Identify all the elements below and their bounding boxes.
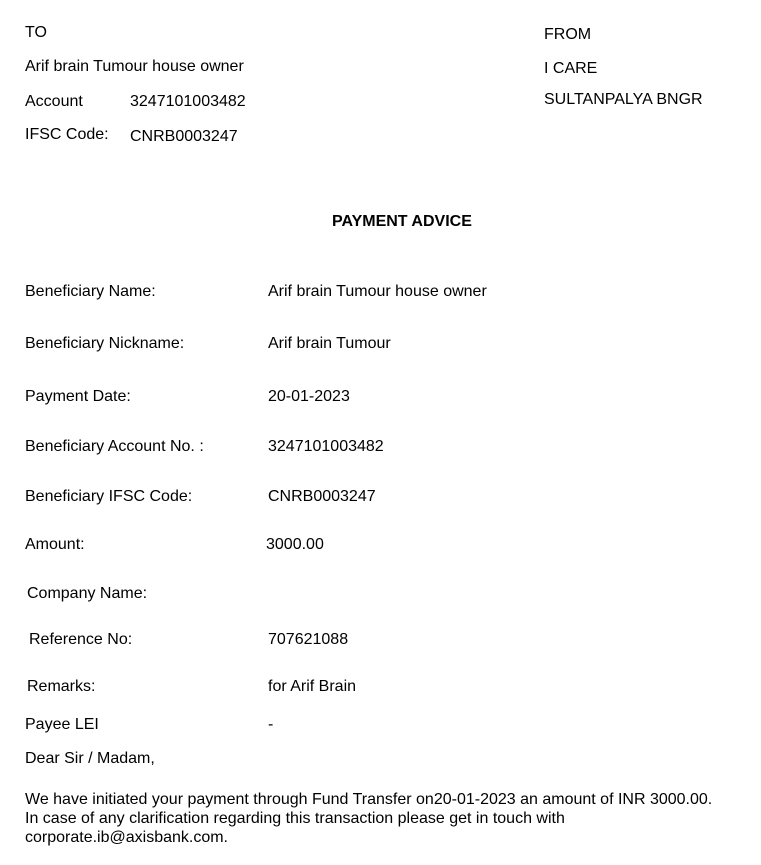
remarks-label: Remarks: [27,678,96,695]
beneficiary-name-label: Beneficiary Name: [25,283,156,300]
account-label: Account [25,93,83,110]
payment-date-label: Payment Date: [25,388,131,405]
reference-no-label: Reference No: [29,631,133,648]
amount-label: Amount: [25,536,85,553]
remarks-value: for Arif Brain [268,678,357,695]
beneficiary-ifsc-label: Beneficiary IFSC Code: [25,488,193,505]
beneficiary-ifsc-value: CNRB0003247 [268,488,376,505]
from-line1: I CARE [544,60,598,77]
ifsc-value: CNRB0003247 [130,128,238,145]
from-line2: SULTANPALYA BNGR [544,91,703,108]
beneficiary-account-label: Beneficiary Account No. : [25,438,204,455]
payee-lei-value: - [268,716,274,733]
beneficiary-nickname-label: Beneficiary Nickname: [25,335,185,352]
ifsc-label: IFSC Code: [25,126,109,143]
document-title: PAYMENT ADVICE [332,213,472,230]
to-label: TO [25,24,47,41]
beneficiary-nickname-value: Arif brain Tumour [268,335,391,352]
to-name: Arif brain Tumour house owner [25,58,244,75]
salutation: Dear Sir / Madam, [25,750,155,767]
payment-date-value: 20-01-2023 [268,388,350,405]
reference-no-value: 707621088 [268,631,349,648]
company-name-label: Company Name: [27,585,148,602]
from-label: FROM [544,26,592,43]
account-value: 3247101003482 [130,93,246,110]
amount-value: 3000.00 [266,536,324,553]
payee-lei-label: Payee LEI [25,716,99,733]
beneficiary-name-value: Arif brain Tumour house owner [268,283,487,300]
beneficiary-account-value: 3247101003482 [268,438,384,455]
payment-message: We have initiated your payment through Fund Transfer on20-01-2023 an amount of INR 3000.00. In case of any clarification regarding this transaction please get in touch with corporate.ib@axisbank.com. [25,791,713,846]
